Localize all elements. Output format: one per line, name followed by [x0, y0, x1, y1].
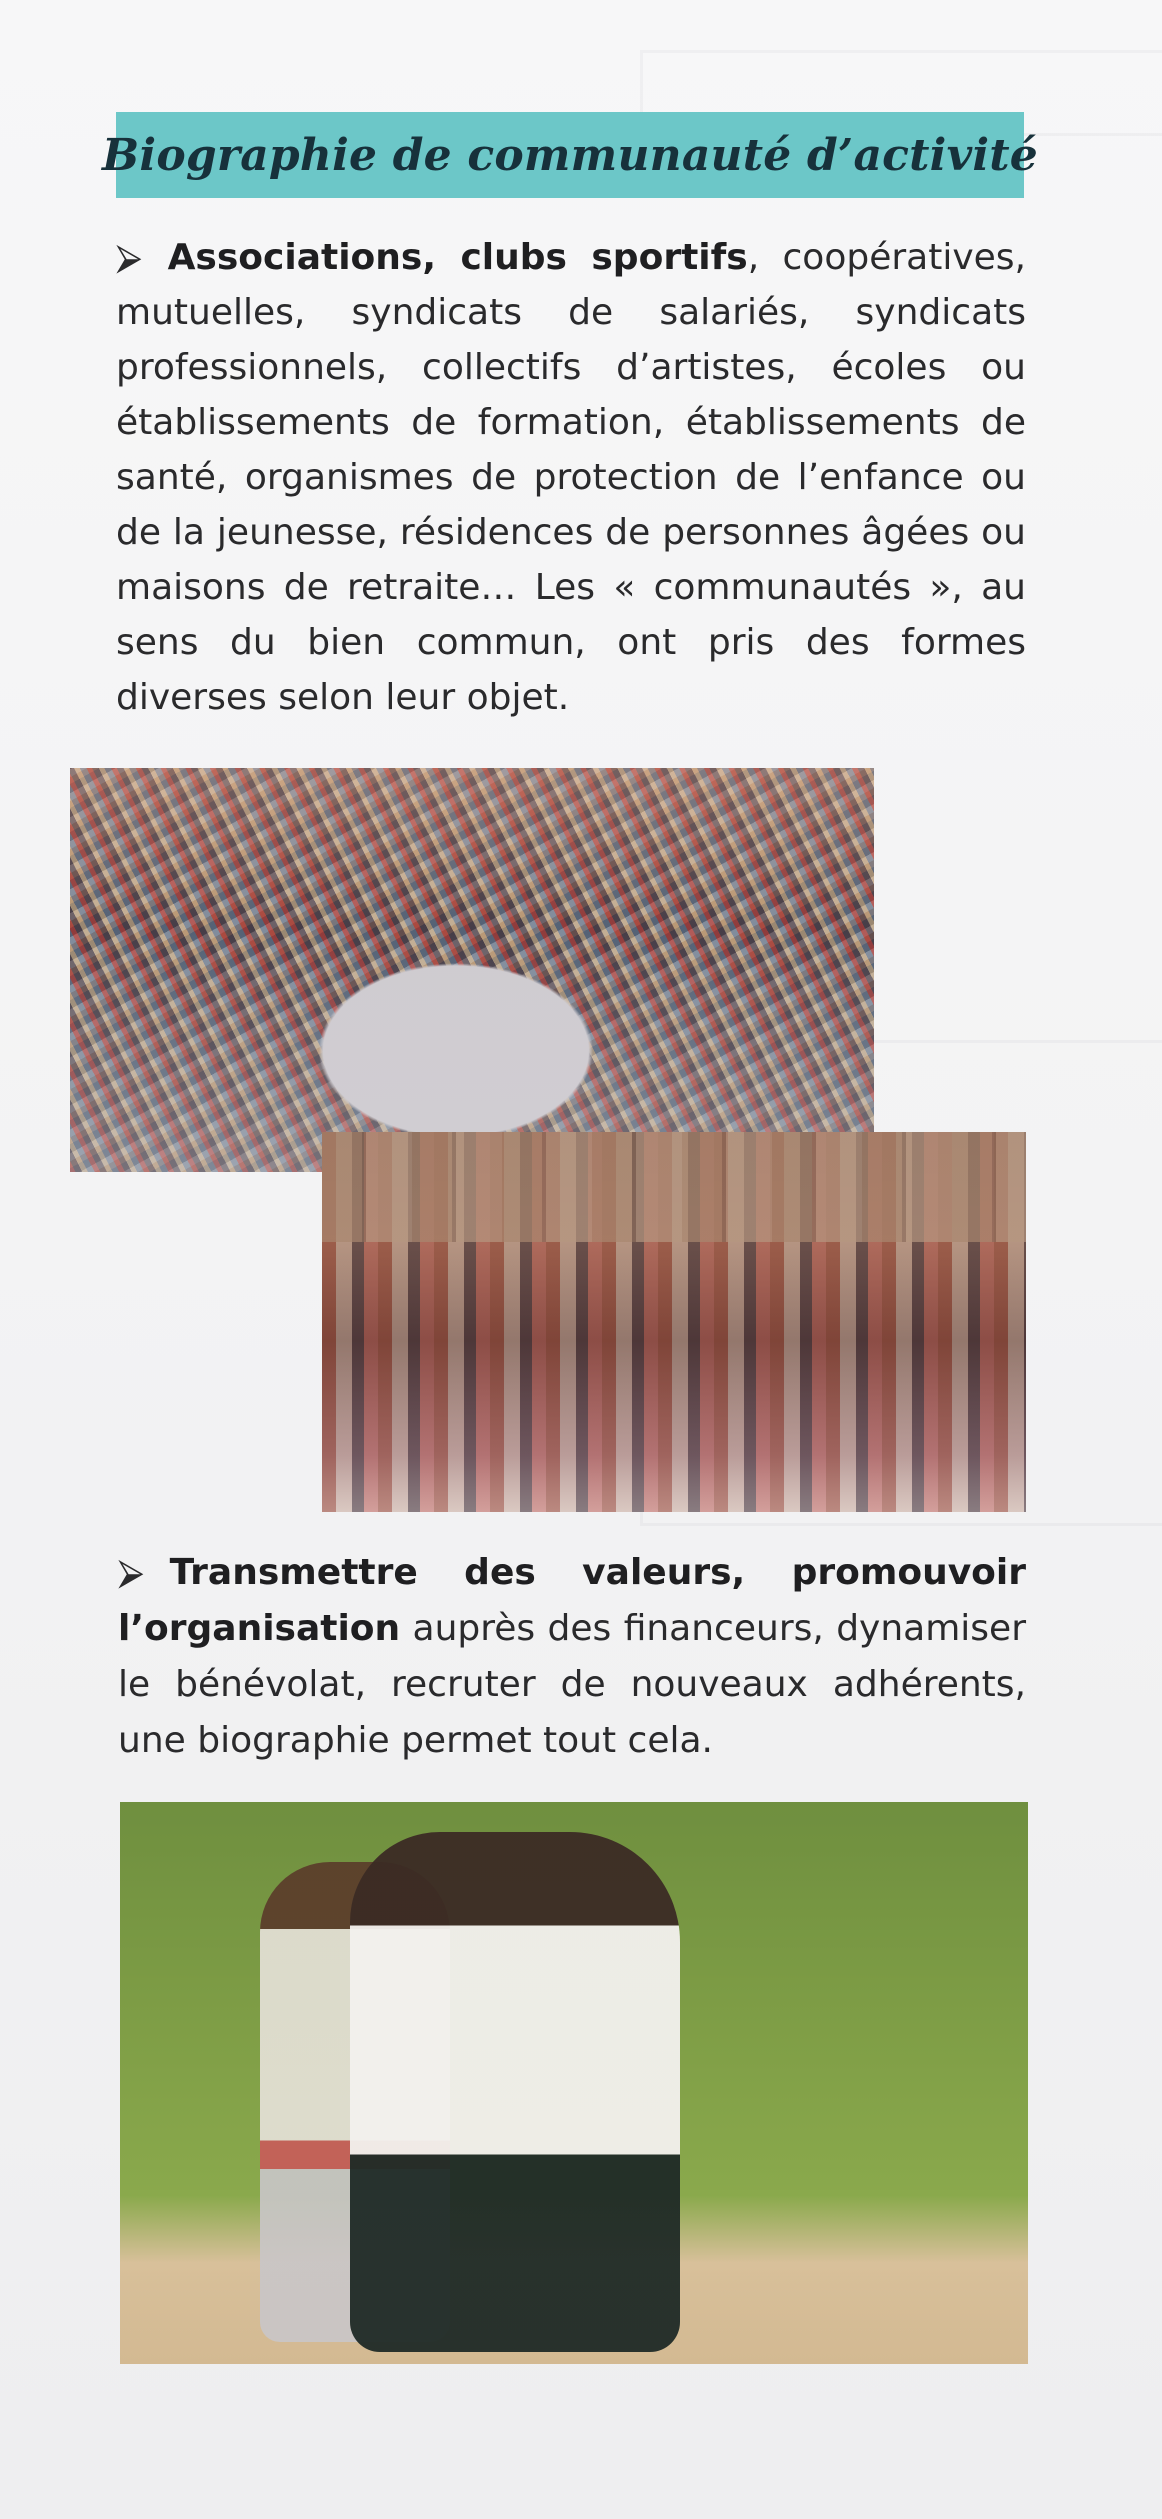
wrestling-children-photo: [120, 1802, 1028, 2364]
paragraph-body: , coopératives, mutuelles, syndicats de salariés, syndicats professionnels, collectifs d’artistes, écoles ou établissements de formation, établissements de santé, organismes de protection de l’enfance ou de la jeunesse, résidences de personnes âgées ou maisons de retraite… Les « communautés », au sens du bien commun, ont pris des formes diverses selon leur objet.: [116, 237, 1026, 718]
paragraph-lead: Transmettre des valeurs, promouvoir l’organisation: [118, 1552, 1026, 1649]
arrow-bullet-icon: ⮚: [116, 237, 142, 278]
class-group-photo: [322, 1132, 1026, 1512]
title-banner: [102, 112, 1038, 198]
paragraph-lead: Associations, clubs sportifs: [167, 237, 748, 278]
paragraph-communities: [116, 230, 1026, 725]
child-figure: [350, 1832, 680, 2352]
page-title: Biographie de communauté d’activité: [102, 129, 1038, 181]
crowd-photo: [70, 768, 874, 1172]
paragraph-body: auprès des financeurs, dynamiser le bénévolat, recruter de nouveaux adhérents, une biographie permet tout cela.: [118, 1608, 1026, 1761]
arrow-bullet-icon: ⮚: [118, 1552, 144, 1593]
paragraph-values: [118, 1545, 1026, 1769]
